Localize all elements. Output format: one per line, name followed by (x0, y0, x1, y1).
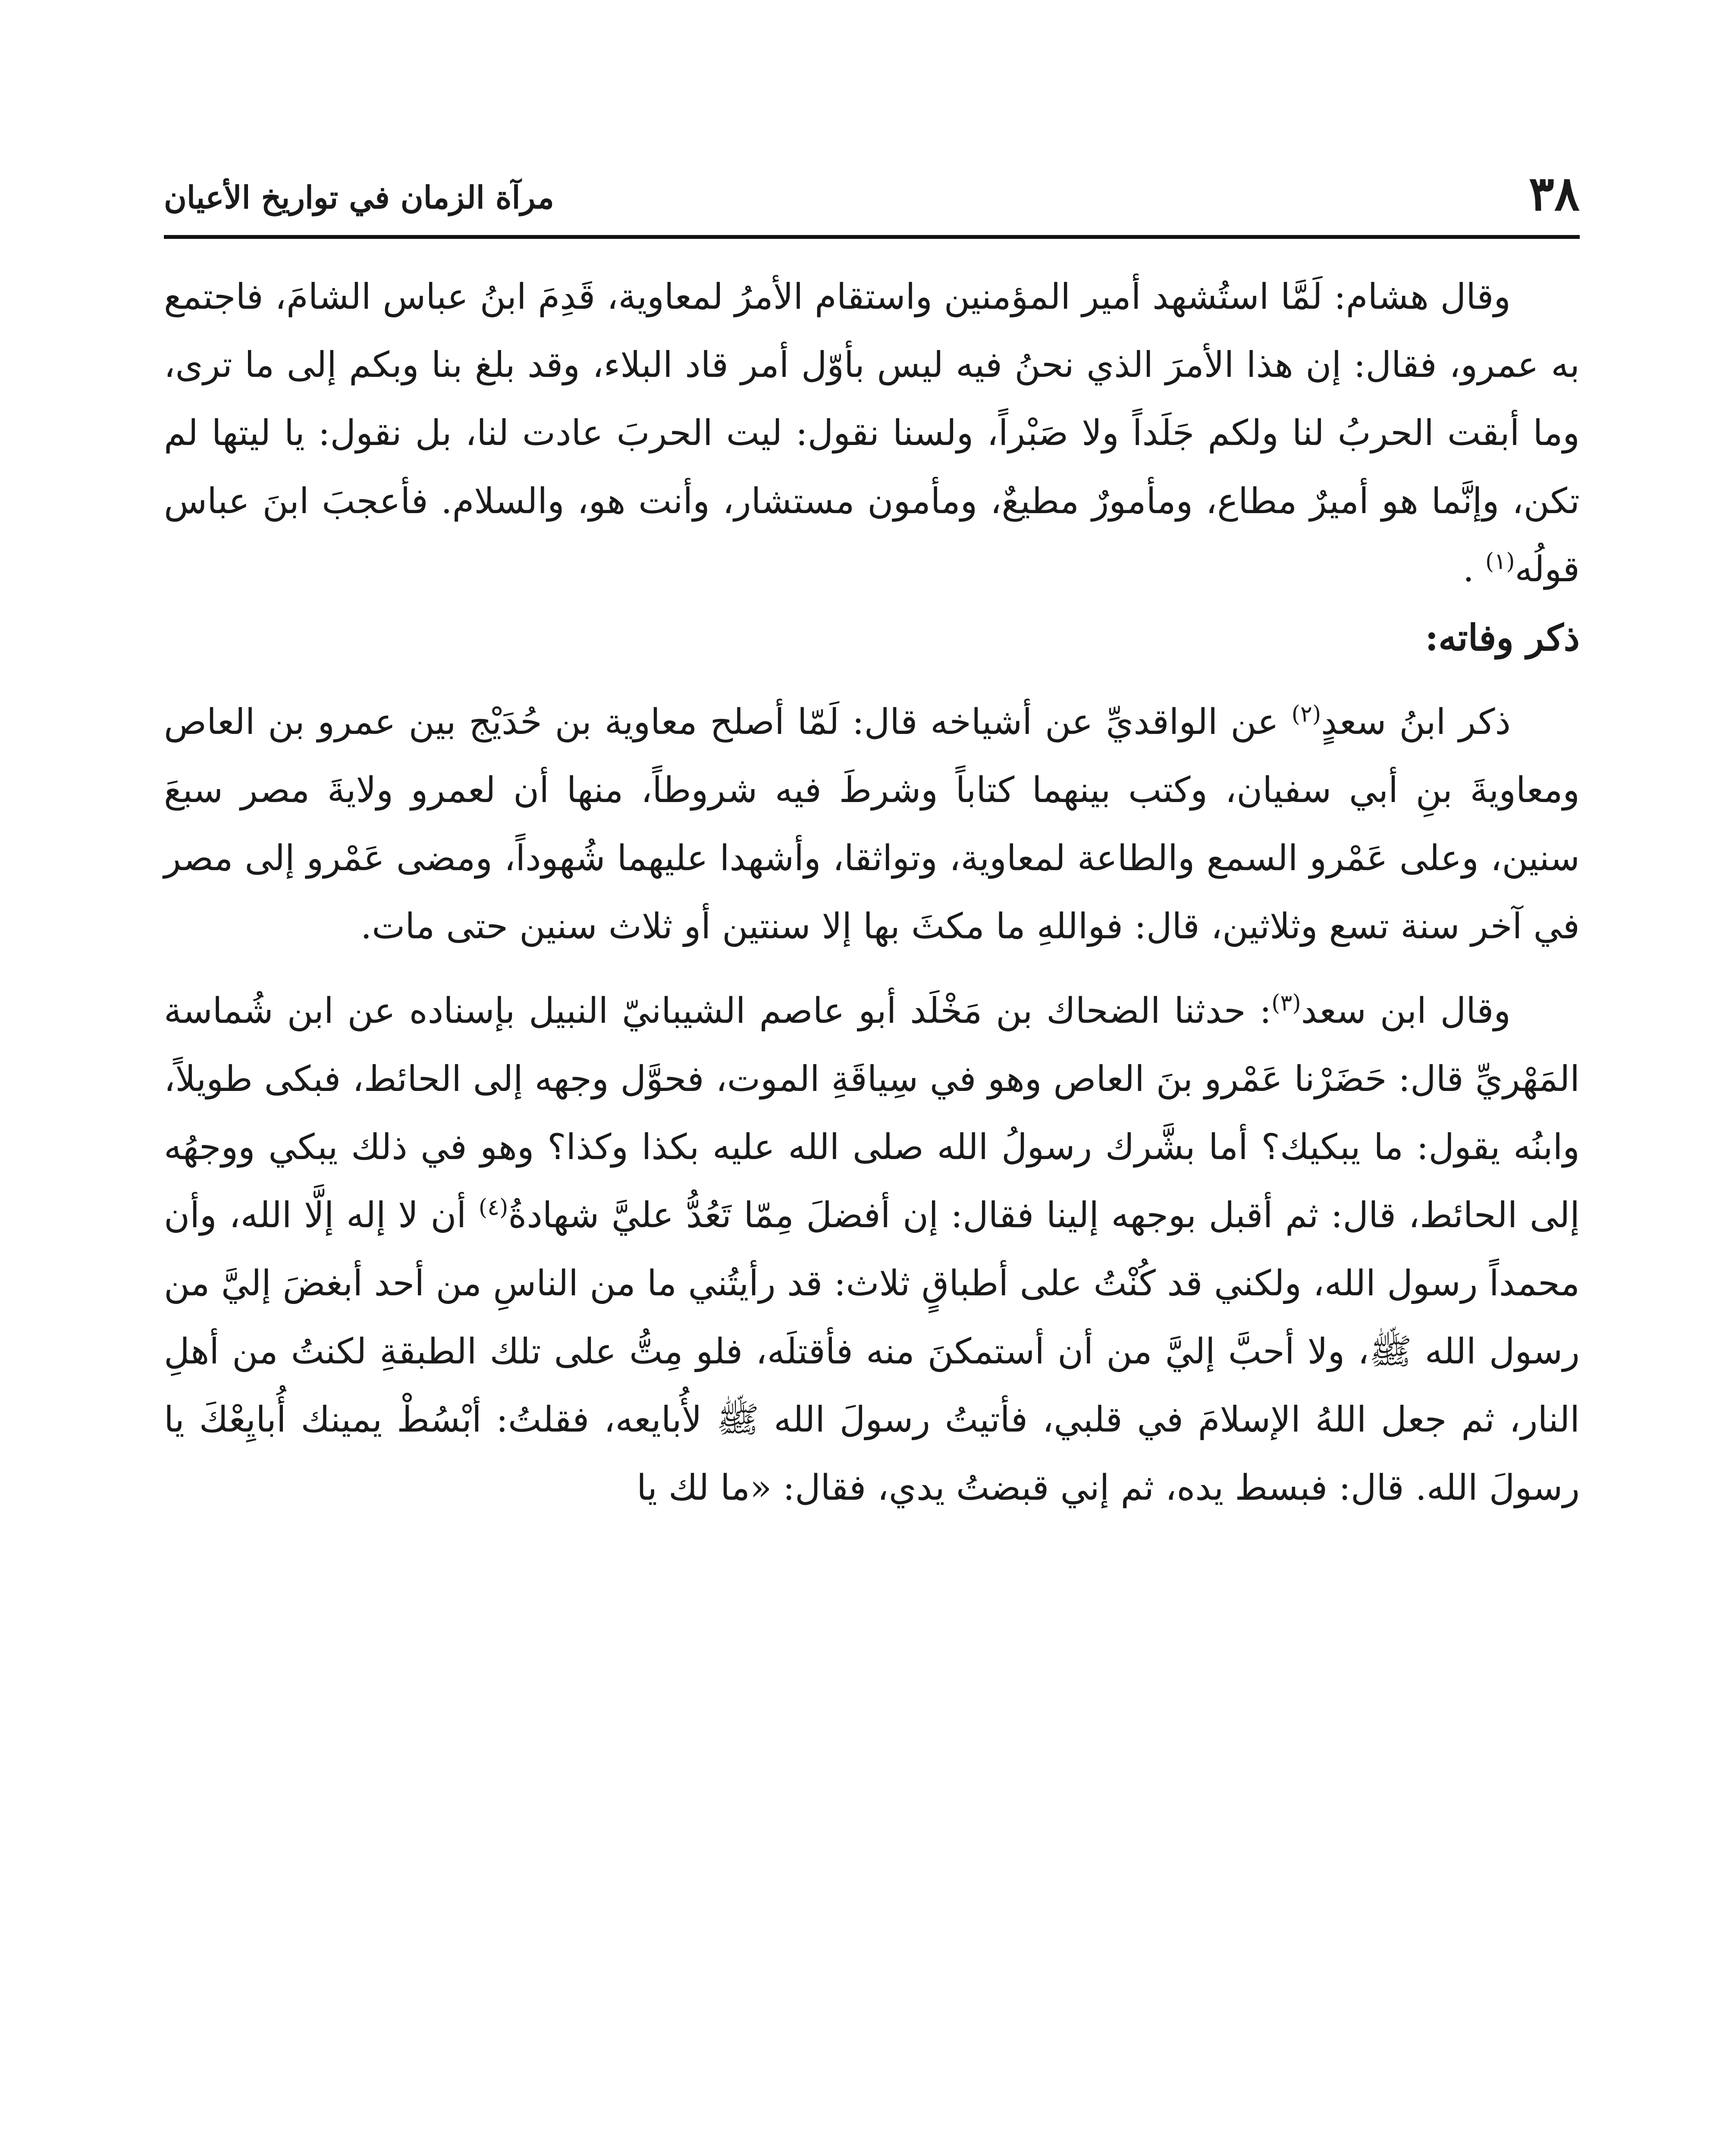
paragraph-text: ذكر ابنُ سعدٍ (1321, 702, 1511, 743)
main-text (164, 263, 1580, 1522)
paragraph-text: عن الواقديِّ عن أشياخه قال: لَمّا أصلح معاوية بن حُدَيْج بين عمرو بن العاص ومعاويةَ بنِ أبي سفيان، وكتب بينهما كتاباً وشرطَ فيه شروطاً، منها أن لعمرو ولايةَ مصر سبعَ سنين، وعلى عَمْرو السمع والطاعة لمعاوية، وتواثقا، وأشهدا عليهما شُهوداً، ومضى عَمْرو إلى مصر في آخر سنة تسع وثلاثين، قال: فواللهِ ما مكثَ بها إلا سنتين أو ثلاث سنين حتى مات. (164, 702, 1580, 947)
footnote-ref-1: (١) (1485, 548, 1515, 575)
paragraph-text: : حدثنا الضحاك بن مَخْلَد أبو عاصم الشيبانيّ النبيل بإسناده عن ابن شُماسة المَهْريِّ قال: حَضَرْنا عَمْرو بنَ العاص وهو في سِياقَةِ الموت، فحوَّل وجهه إلى الحائط، فبكى طويلاً، وابنُه يقول: ما يبكيك؟ أما بشَّرك رسولُ الله صلى الله عليه بكذا وكذا؟ وهو في ذلك يبكي ووجهُه إلى الحائط، قال: ثم أقبل بوجهه إلينا فقال: إن أفضلَ مِمّا تَعُدُّ عليَّ شهادةُ (164, 990, 1580, 1236)
paragraph-ibn-saad-1 (164, 688, 1580, 961)
paragraph-hisham (164, 263, 1580, 604)
footnote-ref-3: (٣) (1271, 990, 1301, 1016)
footnote-ref-2: (٢) (1291, 701, 1321, 727)
paragraph-text: وقال هشام: لَمَّا استُشهد أمير المؤمنين واستقام الأمرُ لمعاوية، قَدِمَ ابنُ عباس الشامَ، فاجتمع به عمرو، فقال: إن هذا الأمرَ الذي نحنُ فيه ليس بأوّل أمر قاد البلاء، وقد بلغ بنا وبكم إلى ما ترى، وما أبقت الحربُ لنا ولكم جَلَداً ولا صَبْراً، ولسنا نقول: ليت الحربَ عادت لنا، بل نقول: يا ليتها لم تكن، وإنَّما هو أميرٌ مطاع، ومأمورٌ مطيعٌ، ومأمون مستشار، وأنت هو، والسلام. فأعجبَ ابنَ عباس قولُه (164, 276, 1580, 590)
paragraph-text: أن لا إله إلَّا الله، وأن محمداً رسول الله، ولكني قد كُنْتُ على أطباقٍ ثلاث: قد رأيتُني ما من الناسِ من أحد أبغضَ إليَّ من رسول الله ﷺ، ولا أحبَّ إليَّ من أن أستمكنَ منه فأقتلَه، فلو مِتُّ على تلك الطبقةِ لكنتُ من أهلِ النار، ثم جعل اللهُ الإسلامَ في قلبي، فأتيتُ رسولَ الله ﷺ لأُبايعه، فقلتُ: أبْسُطْ يمينك أُبايِعْكَ يا رسولَ الله. قال: فبسط يده، ثم إني قبضتُ يدي، فقال: «ما لك يا (164, 1195, 1580, 1508)
book-title: مرآة الزمان في تواريخ الأعيان (164, 179, 554, 216)
header-rule (164, 235, 1580, 239)
page-header (164, 142, 1580, 229)
section-heading: ذكر وفاته: (1425, 616, 1580, 659)
footnote-ref-4: (٤) (478, 1194, 508, 1221)
paragraph-ibn-saad-2 (164, 977, 1580, 1522)
paragraph-end: . (1462, 549, 1485, 590)
paragraph-text: وقال ابن سعد (1301, 990, 1511, 1031)
page-number: ٣٨ (1528, 166, 1580, 221)
